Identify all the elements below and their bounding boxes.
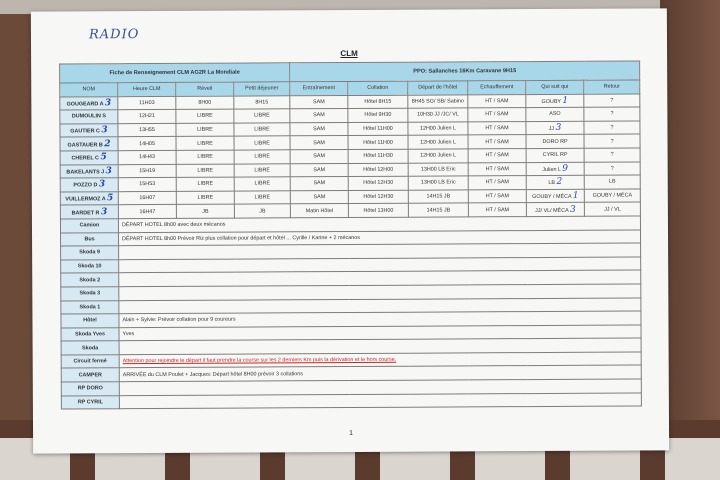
- col-nom: NOM: [60, 83, 118, 97]
- cell-retour: ?: [584, 107, 640, 121]
- cell-depart: 13H00 LB Eric: [408, 162, 468, 176]
- vehicle-note: DÉPART HOTEL 8h00 Prévoir Riz plus collation pour départ et hôtel ... Cyrille / Karine + 2 mécanos: [119, 230, 641, 246]
- cell-retour: JJ / VL: [584, 202, 640, 216]
- cell-qui: Julien L 9: [526, 162, 584, 176]
- cell-depart: 10H30 JJ /JC/ VL: [408, 108, 468, 122]
- cell-entrainement: SAM: [290, 149, 348, 163]
- cell-reveil: JB: [176, 204, 234, 218]
- cell-entrainement: SAM: [290, 109, 348, 123]
- header-right: PPO: Sallanches 16Km Caravane 9H15: [290, 61, 640, 82]
- cell-retour: ?: [584, 148, 640, 162]
- handwritten-mark: 5: [100, 152, 107, 163]
- cell-retour: ?: [584, 162, 640, 176]
- cell-reveil: 8H00: [176, 96, 234, 110]
- vehicle-label: Skoda 1: [61, 300, 119, 314]
- cell-petit: LIBRE: [234, 136, 290, 150]
- cell-entrainement: Matin Hôtel: [290, 204, 348, 218]
- col-echauffement: Echauffement: [468, 81, 526, 95]
- cell-depart: 8H45 SG/ SB/ Sabino: [408, 94, 468, 108]
- vehicle-label: Skoda 3: [61, 287, 119, 301]
- handwritten-mark: 3: [101, 125, 108, 136]
- vehicle-label: Skoda 2: [61, 273, 119, 287]
- cell-qui: GOUBY 1: [526, 94, 584, 108]
- vehicle-label: Skoda: [61, 341, 119, 355]
- cell-collation: Hôtel 9H30: [348, 108, 408, 122]
- cell-entrainement: SAM: [290, 95, 348, 109]
- cell-petit: LIBRE: [234, 123, 290, 137]
- cell-heure: 14H43: [118, 150, 176, 164]
- cell-collation: Hôtel 11H30: [348, 149, 408, 163]
- paper-sheet: [31, 8, 669, 453]
- cell-retour: GOUBY / MÉCA: [584, 189, 640, 203]
- cell-echauffement: HT / SAM: [468, 94, 526, 108]
- vehicle-note: DÉPART HOTEL 8h00 avec deux mécanos: [118, 216, 640, 232]
- cell-heure: 16H47: [118, 205, 176, 219]
- vehicle-label: Camion: [60, 219, 118, 233]
- cell-heure: 11H03: [118, 96, 176, 110]
- cell-depart: 12H00 Julien L: [408, 135, 468, 149]
- cell-depart: 13H00 LB Eric: [408, 176, 468, 190]
- cell-retour: ?: [584, 121, 640, 135]
- cell-reveil: LIBRE: [176, 150, 234, 164]
- cell-collation: Hôtel 12H30: [348, 176, 408, 190]
- cell-entrainement: SAM: [290, 136, 348, 150]
- cell-petit: 8H15: [234, 95, 290, 109]
- cell-echauffement: HT / SAM: [468, 121, 526, 135]
- cell-heure: 14H05: [118, 137, 176, 151]
- vehicle-note: ARRIVÉE du CLM Poulet + Jacques: Départ hôtel 8H00 prévoir 3 collations: [119, 365, 641, 381]
- cell-heure: 15H19: [118, 164, 176, 178]
- cell-reveil: LIBRE: [176, 136, 234, 150]
- cell-reveil: LIBRE: [176, 109, 234, 123]
- rider-name: POZZO D 3: [60, 178, 118, 192]
- cell-retour: ?: [584, 134, 640, 148]
- vehicle-label: Skoda Yves: [61, 327, 119, 341]
- col-reveil: Réveil: [176, 82, 234, 96]
- vehicle-note: [119, 393, 641, 409]
- vehicle-row: [61, 393, 641, 410]
- cell-reveil: LIBRE: [176, 123, 234, 137]
- cell-retour: ?: [584, 94, 640, 108]
- cell-heure: 16H07: [118, 191, 176, 205]
- cell-qui: GOUBY / MÉCA 1: [526, 189, 584, 203]
- cell-echauffement: HT / SAM: [468, 135, 526, 149]
- vehicle-label: Circuit fermé: [61, 355, 119, 369]
- info-table: [59, 60, 642, 409]
- cell-echauffement: HT / SAM: [468, 176, 526, 190]
- cell-depart: 14H15 JB: [408, 190, 468, 204]
- vehicle-label: Skoda 10: [61, 259, 119, 273]
- rider-name: VUILLERMOZ A 5: [60, 191, 118, 205]
- vehicle-label: RP DORO: [61, 382, 119, 396]
- cell-collation: Hôtel 13H00: [348, 204, 408, 218]
- cell-reveil: LIBRE: [176, 177, 234, 191]
- cell-echauffement: HT / SAM: [468, 203, 526, 217]
- cell-echauffement: HT / SAM: [468, 162, 526, 176]
- cell-depart: 12H00 Julien L: [408, 122, 468, 136]
- col-retour: Retour: [584, 80, 640, 94]
- handwritten-mark: 2: [104, 138, 111, 149]
- cell-heure: 12H21: [118, 110, 176, 124]
- cell-echauffement: HT / SAM: [468, 149, 526, 163]
- cell-depart: 14H15 JB: [408, 203, 468, 217]
- cell-petit: LIBRE: [234, 109, 290, 123]
- handwritten-mark: 3: [104, 98, 112, 109]
- cell-entrainement: SAM: [290, 190, 348, 204]
- cell-qui: DORO RP: [526, 135, 584, 149]
- handwritten-mark: 3: [100, 206, 108, 217]
- cell-entrainement: SAM: [290, 177, 348, 191]
- cell-heure: 13H55: [118, 123, 176, 137]
- page-number: 1: [349, 429, 354, 438]
- cell-collation: Hôtel 8H15: [348, 95, 408, 109]
- vehicle-note: Yves: [119, 325, 641, 341]
- rider-name: CHEREL C 5: [60, 151, 118, 165]
- header-left: Fiche de Renseignement CLM AG2R La Mondiale: [60, 63, 290, 83]
- cell-qui: JJ 3: [526, 121, 584, 135]
- cell-qui: ASO: [526, 107, 584, 121]
- background-door: [660, 0, 720, 480]
- vehicle-note: Alain + Sylvie: Prévoir collation pour 9 coureurs: [119, 311, 641, 327]
- rider-name: GOUGEARD A 3: [60, 96, 118, 110]
- vehicle-label: Hôtel: [61, 314, 119, 328]
- cell-echauffement: HT / SAM: [468, 108, 526, 122]
- cell-collation: Hôtel 12H00: [348, 163, 408, 177]
- vehicle-label: CAMPER: [61, 368, 119, 382]
- col-qui-suit-qui: Qui suit qui: [526, 80, 584, 94]
- handwritten-note: RADIO: [88, 27, 140, 43]
- cell-petit: LIBRE: [234, 177, 290, 191]
- vehicle-label: RP CYRIL: [61, 395, 119, 409]
- cell-collation: Hôtel 11H00: [348, 122, 408, 136]
- rider-name: GAUTIER C 3: [60, 123, 118, 137]
- cell-entrainement: SAM: [290, 122, 348, 136]
- rider-name: GASTAUER B 2: [60, 137, 118, 151]
- document-title: CLM: [340, 48, 358, 59]
- handwritten-mark: 3: [555, 122, 562, 134]
- handwritten-mark: 1: [572, 190, 579, 201]
- cell-reveil: LIBRE: [176, 191, 234, 205]
- vehicle-label: Skoda 9: [61, 246, 119, 260]
- cell-collation: Hôtel 12H30: [348, 190, 408, 204]
- cell-qui: JJ/ VL/ MÉCA 3: [526, 203, 584, 217]
- cell-petit: LIBRE: [234, 150, 290, 164]
- handwritten-mark: 3: [569, 204, 576, 215]
- cell-heure: 15H53: [118, 178, 176, 192]
- cell-qui: CYRIL RP: [526, 148, 584, 162]
- col-entrainement: Entraînement: [290, 82, 348, 96]
- vehicle-note: Attention pour rejoindre le départ il faut prendre la course sur les 2 derniers Km puis la dérivation et le hors course.: [119, 352, 641, 368]
- cell-echauffement: HT / SAM: [468, 189, 526, 203]
- col-heure: Heure CLM: [118, 82, 176, 96]
- col-petit-dejeuner: Petit déjeuner: [234, 82, 290, 96]
- rider-name: DUMOULIN S: [60, 110, 118, 124]
- handwritten-mark: 1: [562, 95, 569, 106]
- vehicle-label: Bus: [61, 232, 119, 246]
- handwritten-mark: 5: [106, 193, 114, 204]
- cell-qui: LB 2: [526, 175, 584, 189]
- rider-name: BAKELANTS J 3: [60, 164, 118, 178]
- cell-reveil: LIBRE: [176, 164, 234, 178]
- cell-retour: LB: [584, 175, 640, 189]
- handwritten-mark: 3: [105, 166, 112, 177]
- cell-collation: Hôtel 11H00: [348, 136, 408, 150]
- handwritten-mark: 9: [562, 163, 569, 174]
- cell-entrainement: SAM: [290, 163, 348, 177]
- cell-petit: LIBRE: [234, 191, 290, 205]
- handwritten-mark: 3: [98, 179, 106, 190]
- rider-name: BARDET R 3: [60, 205, 118, 219]
- col-depart: Départ de l'hôtel: [408, 81, 468, 95]
- col-collation: Collation: [348, 81, 408, 95]
- cell-depart: 12H00 Julien L: [408, 149, 468, 163]
- cell-petit: JB: [234, 204, 290, 218]
- cell-petit: LIBRE: [234, 163, 290, 177]
- handwritten-mark: 2: [556, 177, 563, 188]
